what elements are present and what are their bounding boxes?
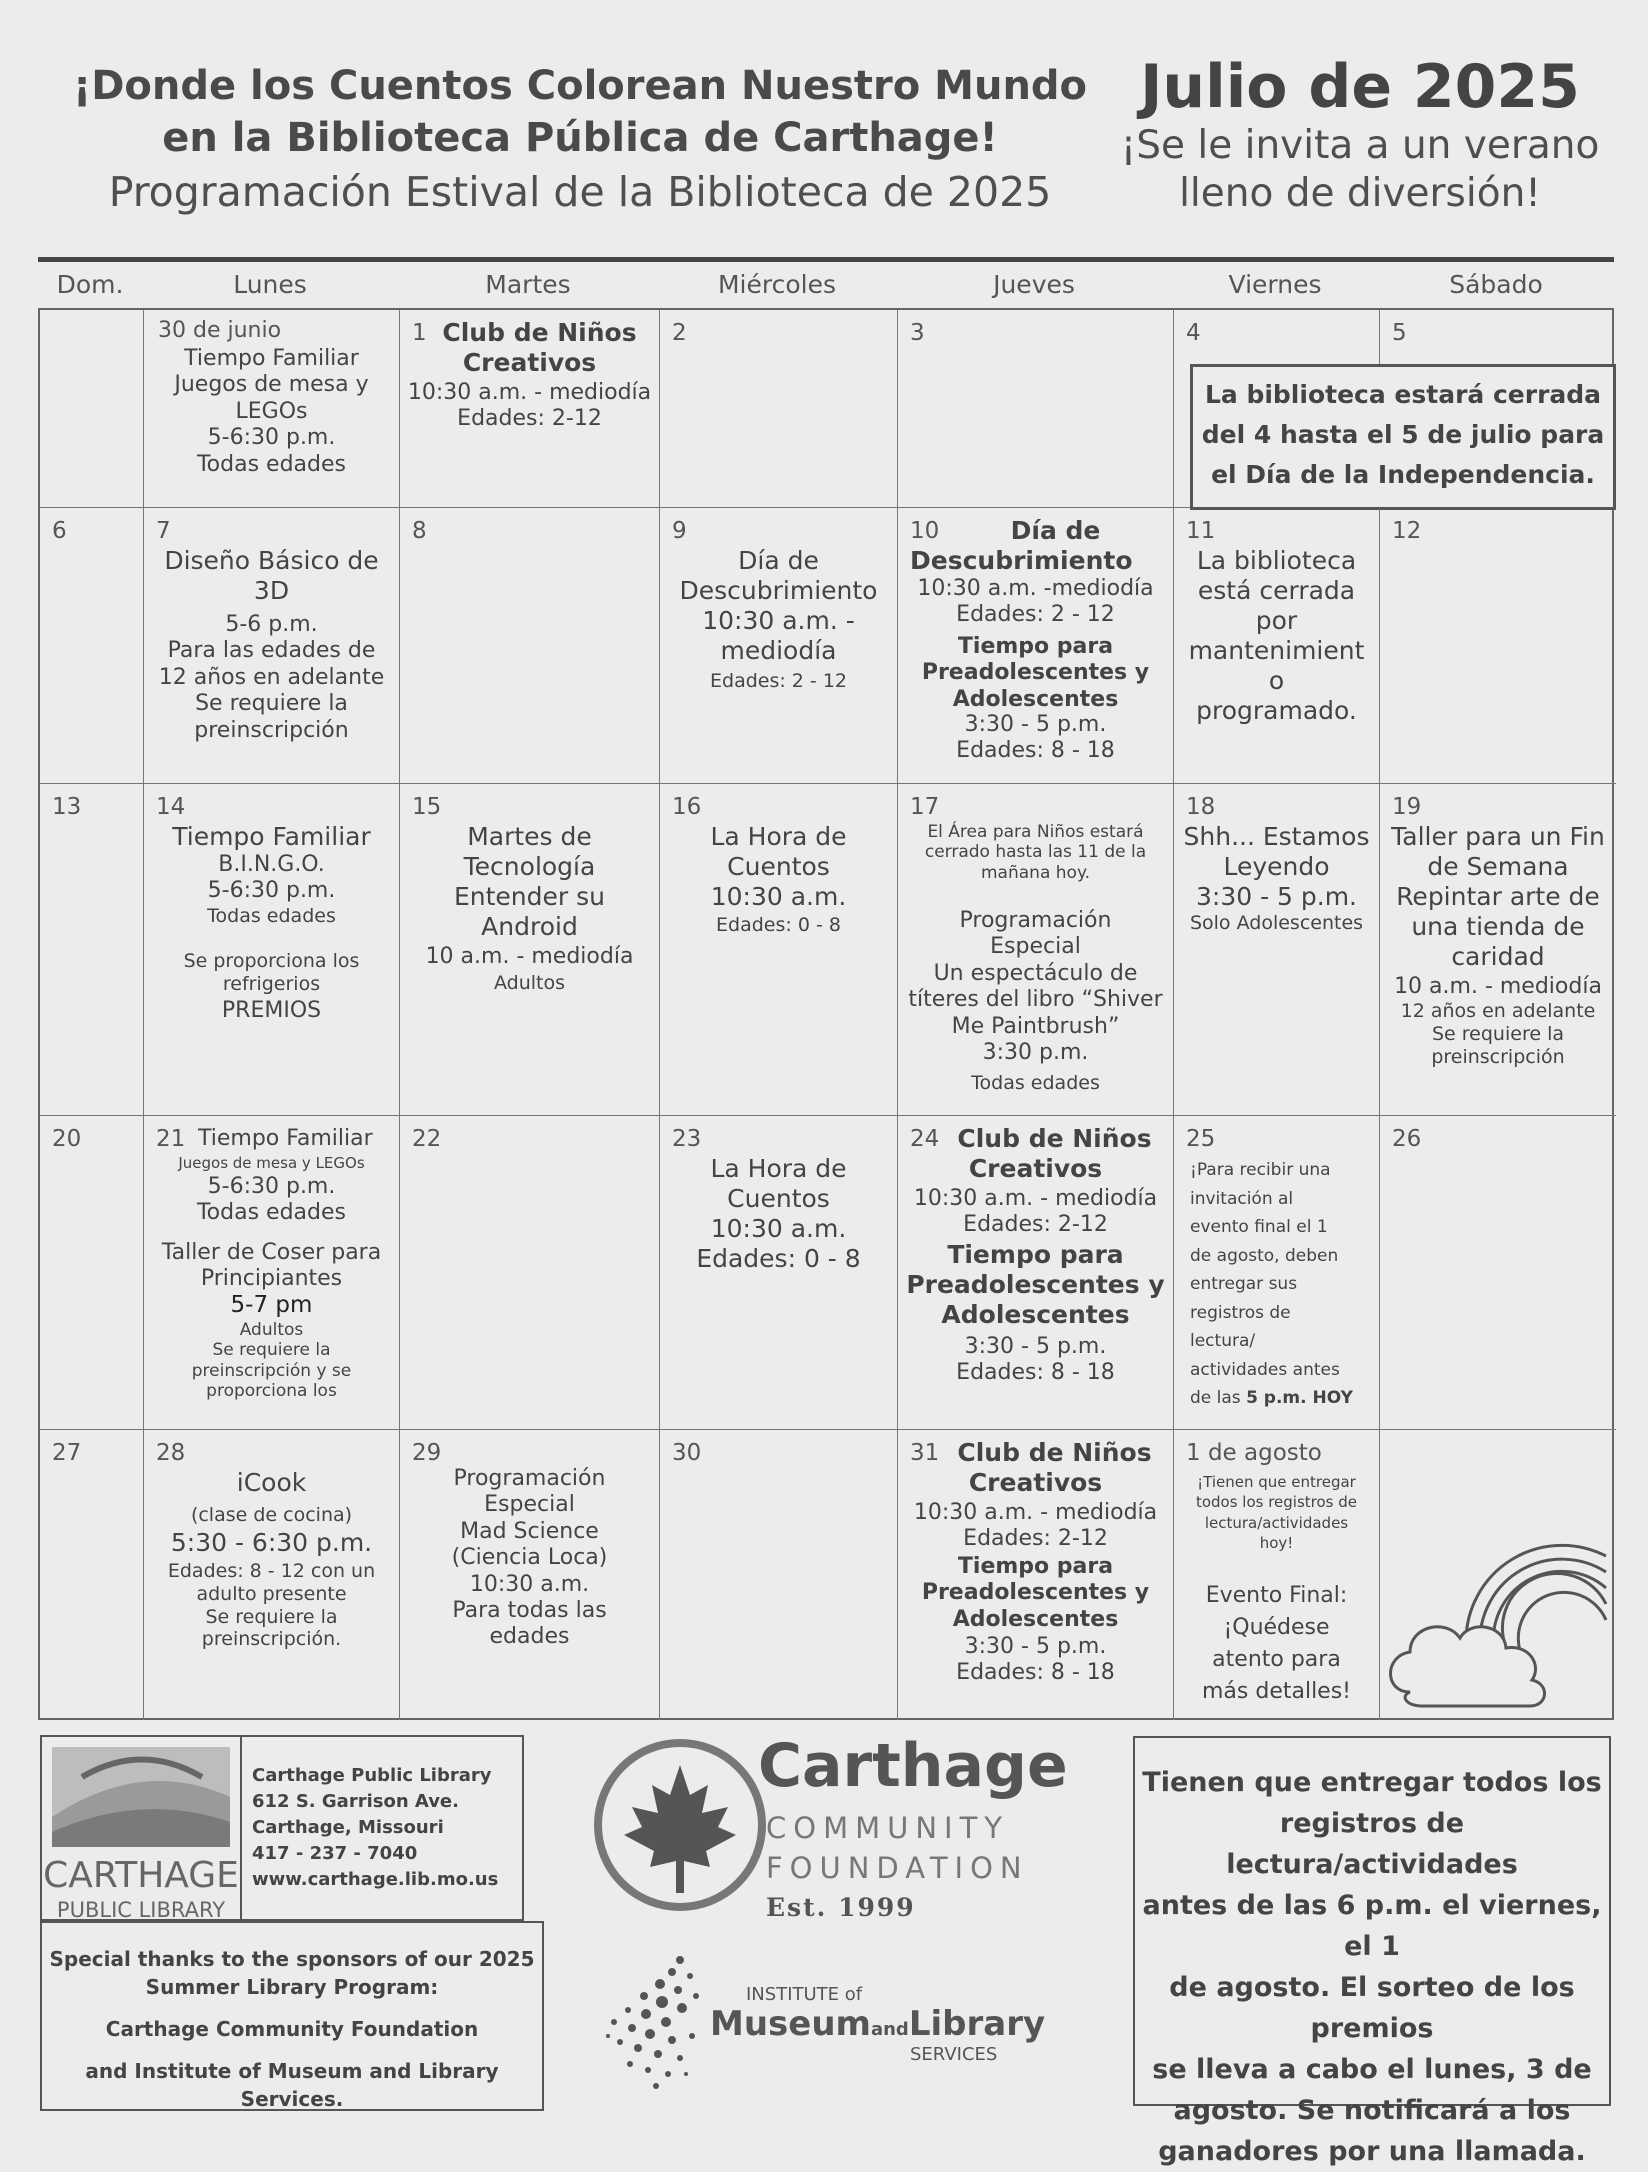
event-line: 10:30 a.m. (710, 1214, 847, 1243)
event-line: Repintar arte de (1396, 882, 1600, 911)
website: www.carthage.lib.mo.us (252, 1869, 499, 1890)
day-header-sun: Dom. (56, 270, 124, 299)
event-line: 10:30 a.m. (710, 882, 847, 911)
event-line: programado. (1196, 696, 1357, 725)
event-line: Cuentos (727, 1184, 830, 1213)
event-line: 10 a.m. - mediodía (425, 944, 634, 969)
event-line: atento para (1212, 1646, 1341, 1672)
event-line: Juegos de mesa y LEGOs (178, 1154, 365, 1172)
event-line: (Ciencia Loca) (451, 1545, 608, 1571)
event-line: ¡Quédese (1223, 1614, 1330, 1640)
event-line: Tecnología (463, 852, 596, 881)
imls-museum: Museum (710, 2004, 871, 2044)
event-line: Edades: 2-12 (457, 406, 602, 432)
event-title: iCook (236, 1468, 307, 1497)
event-line: registros de (1190, 1302, 1291, 1323)
event-line: 10 a.m. - mediodía (1394, 974, 1602, 999)
event-title: Tiempo Familiar (172, 822, 371, 851)
imls-logo (600, 1940, 1070, 2090)
cell-jul-15 (400, 784, 660, 1116)
event-line: mantenimient (1188, 636, 1365, 665)
event-line: ¡Para recibir una (1190, 1160, 1331, 1180)
title-line-2: en la Biblioteca Pública de Carthage! (162, 115, 998, 161)
event-line: Edades: 8 - 18 (956, 1660, 1115, 1686)
date-num: 28 (156, 1440, 186, 1466)
event-line: PREMIOS (221, 998, 322, 1023)
event-line: por (1255, 606, 1298, 635)
notice-line: registros de lectura/actividades (1226, 1808, 1518, 1880)
date-num: 6 (52, 518, 67, 544)
event-line: refrigerios (222, 972, 321, 995)
event-line: evento final el 1 (1190, 1217, 1328, 1237)
event-line: Edades: 2 - 12 (956, 602, 1115, 628)
date-num: 8 (412, 518, 427, 544)
event-line: Principiantes (200, 1266, 343, 1292)
date-num: 7 (156, 518, 171, 544)
cell-jun-30 (144, 310, 400, 508)
event-line: de agosto, deben (1190, 1245, 1339, 1266)
date-num: 12 (1392, 518, 1422, 544)
event-line: Para todas las (452, 1597, 607, 1623)
header-left (40, 60, 1120, 218)
cell-jul-1 (400, 310, 660, 508)
day-header-fri: Viernes (1228, 270, 1322, 299)
event-line: El Área para Niños estará (927, 822, 1144, 842)
notice-line: de agosto. El sorteo de los premios (1169, 1972, 1575, 2044)
event-line: preinscripción (194, 717, 349, 743)
closed-line: del 4 hasta el 5 de julio para (1201, 420, 1605, 449)
date-num: 1 (412, 320, 427, 346)
cell-jul-28 (144, 1430, 400, 1720)
event-line: Martes de (467, 822, 592, 851)
sponsor-line: Special thanks to the sponsors of our 2025 (49, 1947, 535, 1971)
cell-jul-11 (1174, 508, 1380, 784)
event-line: Programación (959, 908, 1112, 933)
date-num: 5 (1392, 320, 1407, 346)
event-line: preinscripción (1431, 1045, 1565, 1068)
cell-jul-24 (898, 1116, 1174, 1430)
event-line: Tiempo para (957, 1554, 1114, 1579)
event-line: todos los registros de (1195, 1493, 1358, 1512)
date-num: 14 (156, 794, 186, 820)
event-line: Edades: 2 - 12 (710, 670, 847, 692)
rainbow-cloud-icon (1380, 1430, 1616, 1720)
closed-line: La biblioteca estará cerrada (1204, 380, 1602, 409)
date-num: 17 (910, 794, 940, 820)
event-line: Se proporciona los (183, 950, 360, 972)
day-header-wed: Miércoles (717, 270, 837, 299)
cell-aug-1 (1174, 1430, 1380, 1720)
cell-jul-29 (400, 1430, 660, 1720)
cell-jul-22 (400, 1116, 660, 1430)
event-line: hoy! (1259, 1533, 1294, 1552)
event-line: Solo Adolescentes (1189, 912, 1364, 934)
event-line: títeres del libro “Shiver (908, 987, 1163, 1013)
event-title: Club de Niños (957, 1124, 1152, 1153)
cell-jul-27 (40, 1430, 144, 1720)
event-line: Taller para un Fin (1391, 822, 1605, 851)
date-num: 21 (156, 1126, 186, 1152)
cell-jul-25 (1174, 1116, 1380, 1430)
event-title: Club de Niños (442, 318, 637, 347)
imls-line: INSTITUTE of (746, 1984, 863, 2005)
event-line: más detalles! (1201, 1678, 1351, 1704)
cell-jul-2 (660, 310, 898, 508)
cell-jul-16 (660, 784, 898, 1116)
event-line: Shh... Estamos (1183, 822, 1370, 851)
day-header-sat: Sábado (1449, 270, 1543, 299)
event-line: Me Paintbrush” (951, 1013, 1120, 1039)
event-line: Taller de Coser para (161, 1240, 382, 1265)
cell-jul-9 (660, 508, 898, 784)
address-line: Carthage Public Library (252, 1765, 492, 1786)
event-line: 3:30 - 5 p.m. (1195, 882, 1358, 911)
event-title: Tiempo Familiar (198, 1126, 373, 1151)
imls-line: SERVICES (910, 2044, 998, 2065)
date-num: 4 (1186, 320, 1201, 346)
imls-name (710, 2004, 1045, 2044)
event-line: lectura/ (1190, 1331, 1256, 1351)
event-time: 5:30 - 6:30 p.m. (170, 1528, 373, 1557)
event-line: Se requiere la (195, 691, 348, 717)
event-line: La biblioteca (1196, 546, 1357, 575)
closed-notice (1190, 364, 1616, 510)
cell-jul-3 (898, 310, 1174, 508)
event-line: Tiempo para (947, 1240, 1124, 1269)
date-num: 31 (910, 1440, 940, 1466)
event-line: Adultos (239, 1320, 304, 1340)
foundation-name: Carthage (758, 1731, 1068, 1801)
date-num: 3 (910, 320, 925, 346)
date-num: 22 (412, 1126, 442, 1152)
event-line: 5-6 p.m. (225, 612, 318, 637)
event-line: Adolescentes (952, 1606, 1119, 1632)
event-line: proporciona los (206, 1381, 337, 1402)
date-num: 24 (910, 1126, 940, 1152)
event-line: Edades: 0 - 8 (716, 914, 841, 936)
community-foundation-logo (590, 1725, 1090, 1925)
event-line: Edades: 8 - 18 (956, 738, 1115, 764)
title-line-1: ¡Donde los Cuentos Colorean Nuestro Mundo (72, 63, 1088, 109)
reading-log-notice (1133, 1736, 1611, 2167)
invite-line-1: ¡Se le invita a un verano (1120, 123, 1600, 168)
header-rule (38, 257, 1614, 262)
event-title: Club de Niños (957, 1438, 1152, 1467)
event-line: Android (481, 912, 578, 941)
imls-library: Library (908, 2004, 1046, 2044)
event-line: 3:30 - 5 p.m. (964, 1634, 1107, 1659)
cell-jul-6 (40, 508, 144, 784)
event-line: Edades: 2-12 (963, 1212, 1108, 1238)
event-line: Especial (484, 1492, 575, 1518)
day-header-tue: Martes (485, 270, 571, 299)
foundation-line: FOUNDATION (766, 1851, 1029, 1885)
event-line: Todas edades (971, 1072, 1100, 1094)
event-title: Diseño Básico de (164, 546, 379, 575)
event-line: 5-6:30 p.m. (207, 1174, 336, 1199)
notice-line: antes de las 6 p.m. el viernes, el 1 (1142, 1890, 1602, 1962)
cell-empty (40, 310, 144, 508)
notice-line: ganadores por una llamada. (1158, 2136, 1586, 2167)
event-line: edades (489, 1624, 570, 1650)
date-num: 30 (672, 1440, 702, 1466)
library-logo-graphic (42, 1737, 240, 1923)
event-line: Día de (738, 546, 819, 575)
sponsor-line: and Institute of Museum and Library Services. (85, 2059, 499, 2111)
sponsors-box (40, 1921, 544, 2111)
date-num: 16 (672, 794, 702, 820)
event-line: Preadolescentes y (906, 1270, 1165, 1299)
event-line: preinscripción y se (191, 1360, 352, 1381)
event-line: 12 años en adelante (1400, 1000, 1596, 1022)
event-line: Se requiere la (212, 1340, 331, 1361)
cell-jul-19 (1380, 784, 1616, 1116)
cell-jul-23 (660, 1116, 898, 1430)
event-line: Edades: 0 - 8 (696, 1244, 861, 1273)
event-line: cerrado hasta las 11 de la (924, 842, 1147, 863)
event-line: invitación al (1190, 1188, 1294, 1209)
event-title: Creativos (462, 348, 597, 377)
event-line: una tienda de (1411, 912, 1585, 941)
event-line: mañana hoy. (981, 862, 1090, 883)
cell-jul-14 (144, 784, 400, 1116)
event-line: caridad (1451, 942, 1545, 971)
foundation-est: Est. 1999 (766, 1893, 916, 1922)
event-line: Leyendo (1223, 852, 1330, 881)
event-line: 5-6:30 p.m. (207, 878, 336, 904)
header-right (1110, 52, 1610, 218)
event-line: Programación (453, 1466, 606, 1491)
event-line: mediodía (720, 636, 837, 665)
event-line: Entender su (453, 882, 605, 911)
cell-jul-12 (1380, 508, 1616, 784)
phone: 417 - 237 - 7040 (252, 1843, 418, 1864)
calendar-grid (38, 308, 1614, 1720)
event-line: Descubrimiento (679, 576, 878, 605)
event-line: 5-6:30 p.m. (207, 425, 336, 451)
event-line: 10:30 a.m. - mediodía (913, 1500, 1158, 1525)
event-line: 3:30 - 5 p.m. (964, 1334, 1107, 1359)
event-line: Se requiere la (205, 1605, 338, 1628)
cell-aug-2 (1380, 1430, 1616, 1720)
event-line (1190, 1384, 1353, 1413)
date-num: 18 (1186, 794, 1216, 820)
event-line: B.I.N.G.O. (218, 852, 325, 877)
event-line: 3:30 p.m. (982, 1039, 1089, 1065)
event-line: Tiempo para (957, 634, 1114, 659)
month-title: Julio de 2025 (1140, 52, 1580, 122)
event-line: Adolescentes (952, 686, 1119, 712)
event-line: Preadolescentes y (921, 660, 1150, 686)
subtitle: Programación Estival de la Biblioteca de 2025 (108, 168, 1052, 216)
event-deadline: 5 p.m. HOY (1246, 1388, 1353, 1408)
event-line: Edades: 8 - 12 con un (167, 1560, 376, 1582)
event-line: 10:30 a.m. - mediodía (407, 380, 652, 405)
event-title: Creativos (968, 1154, 1103, 1183)
event-line: Mad Science (460, 1518, 599, 1544)
date-num: 27 (52, 1440, 82, 1466)
date-num: 2 (672, 320, 687, 346)
library-info-box (40, 1735, 524, 1921)
date-num: 20 (52, 1126, 82, 1152)
event-line: 10:30 a.m. -mediodía (917, 576, 1154, 601)
event-line: adulto presente (196, 1582, 347, 1605)
event-line: Evento Final: (1205, 1583, 1348, 1608)
logo-text-carthage: CARTHAGE (43, 1855, 239, 1896)
address-line: Carthage, Missouri (252, 1817, 444, 1838)
notice-line: se lleva a cabo el lunes, 3 de (1152, 2054, 1592, 2085)
event-line: Juegos de mesa y (174, 372, 369, 398)
event-line: de Semana (1427, 852, 1569, 881)
notice-line: Tienen que entregar todos los (1142, 1767, 1602, 1798)
date-num: 23 (672, 1126, 702, 1152)
event-line: Tiempo Familiar (184, 346, 359, 371)
sponsor-line: Summer Library Program: (145, 1975, 439, 1999)
address-line: 612 S. Garrison Ave. (252, 1791, 459, 1812)
imls-burst-icon (600, 1940, 710, 2090)
invite-line-2: lleno de diversión! (1179, 171, 1541, 216)
event-line: Edades: 8 - 18 (956, 1360, 1115, 1386)
event-text: de las (1190, 1388, 1247, 1408)
event-line: (clase de cocina) (190, 1504, 353, 1526)
event-line: 10:30 a.m. (469, 1571, 590, 1597)
event-line: 3:30 - 5 p.m. (964, 712, 1107, 737)
event-line: preinscripción. (201, 1628, 342, 1651)
date-num: 11 (1186, 518, 1216, 544)
event-line: Un espectáculo de (933, 960, 1138, 986)
date-num: 1 de agosto (1186, 1440, 1322, 1466)
event-line: Cuentos (727, 852, 830, 881)
event-line: Edades: 2-12 (963, 1526, 1108, 1552)
event-line: está cerrada (1197, 576, 1356, 605)
foundation-line: COMMUNITY (766, 1811, 1010, 1845)
event-line: Se requiere la (1432, 1022, 1564, 1045)
cell-jul-21 (144, 1116, 400, 1430)
event-line: Todas edades (196, 451, 346, 477)
event-line: La Hora de (710, 1154, 847, 1183)
date-num: 29 (412, 1440, 442, 1466)
sponsor-line: Carthage Community Foundation (105, 2017, 479, 2041)
cell-jul-30 (660, 1430, 898, 1720)
cell-jul-10 (898, 508, 1174, 784)
event-line: Todas edades (196, 1200, 346, 1226)
event-title: Día de (1010, 516, 1101, 545)
event-title: Descubrimiento (910, 546, 1133, 575)
logo-text-public-library: PUBLIC LIBRARY (56, 1898, 226, 1922)
event-line: LEGOs (235, 398, 308, 424)
event-line: Especial (990, 934, 1081, 960)
event-line: La Hora de (710, 822, 847, 851)
date-num: 9 (672, 518, 687, 544)
date-num: 10 (910, 518, 940, 544)
cell-jul-20 (40, 1116, 144, 1430)
day-header-mon: Lunes (233, 270, 307, 299)
event-line: Preadolescentes y (921, 1580, 1150, 1606)
date-num: 13 (52, 794, 82, 820)
event-time: 5-7 pm (230, 1292, 313, 1318)
date-num: 15 (412, 794, 442, 820)
cell-jul-31 (898, 1430, 1174, 1720)
library-logo (42, 1737, 242, 1923)
event-line: 10:30 a.m. - mediodía (913, 1186, 1158, 1211)
date-num: 30 de junio (158, 318, 282, 343)
event-line: Adolescentes (941, 1300, 1130, 1329)
cell-jul-18 (1174, 784, 1380, 1116)
event-line: Adultos (493, 972, 566, 994)
cell-jul-7 (144, 508, 400, 784)
cell-jul-17 (898, 784, 1174, 1116)
day-header-thu: Jueves (993, 270, 1075, 299)
event-title: 3D (253, 576, 290, 605)
event-line: 10:30 a.m. - (702, 606, 855, 635)
event-line: entregar sus (1190, 1274, 1298, 1294)
notice-line: agosto. Se notificará a los (1173, 2095, 1571, 2126)
event-line: o (1268, 666, 1285, 695)
event-line: ¡Tienen que entregar (1197, 1473, 1356, 1491)
event-line: Para las edades de (167, 638, 376, 664)
cell-jul-26 (1380, 1116, 1616, 1430)
event-title: Creativos (968, 1468, 1103, 1497)
event-line: Todas edades (207, 904, 336, 927)
cell-jul-13 (40, 784, 144, 1116)
event-line: actividades antes (1190, 1359, 1340, 1380)
event-line: lectura/actividades (1204, 1513, 1349, 1532)
event-line: 12 años en adelante (158, 664, 385, 690)
library-address (252, 1763, 498, 1893)
closed-line: el Día de la Independencia. (1211, 460, 1595, 489)
date-num: 19 (1392, 794, 1422, 820)
date-num: 26 (1392, 1126, 1422, 1152)
date-num: 25 (1186, 1126, 1216, 1152)
imls-and: and (870, 2019, 909, 2040)
cell-jul-8 (400, 508, 660, 784)
